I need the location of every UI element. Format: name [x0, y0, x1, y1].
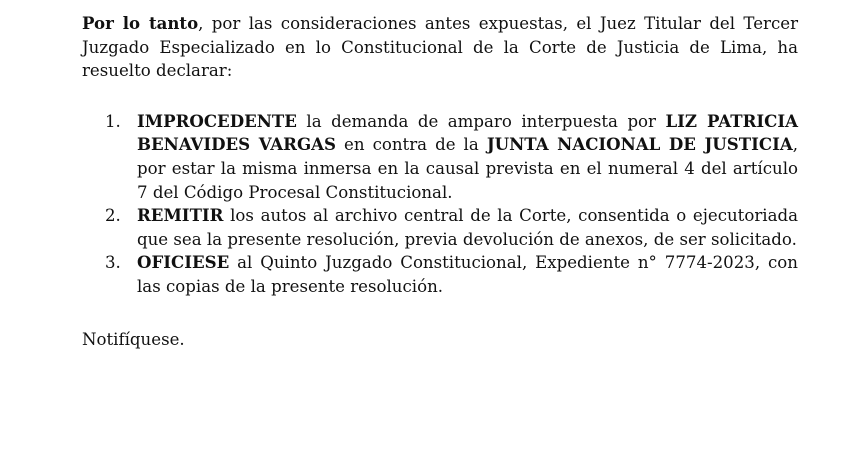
- item-text: , por estar la misma inmersa en la causal prevista en el numeral 4 del artículo 7 del Código Procesal Constitucional.: [137, 135, 798, 202]
- list-item: [82, 110, 798, 204]
- item-text: al Quinto Juzgado Constitucional, Expediente n° 7774-2023, con las copias de la presente resolución.: [137, 253, 798, 296]
- list-item: [82, 204, 798, 251]
- intro-text: , por las consideraciones antes expuestas, el Juez Titular del Tercer Juzgado Especializado en lo Constitucional de la Corte de Justicia de Lima, ha resuelto declarar:: [82, 14, 799, 81]
- list-item: [82, 251, 798, 298]
- item-number: 2.: [105, 206, 121, 226]
- item-keyword: OFICIESE: [137, 252, 230, 273]
- closing-text: Notifíquese.: [82, 329, 185, 349]
- plaintiff-name: LIZ PATRICIA BENAVIDES VARGAS: [137, 110, 798, 155]
- item-text: en contra de la: [336, 135, 487, 155]
- resolution-list: [82, 110, 798, 299]
- intro-paragraph: [82, 12, 798, 83]
- item-keyword: REMITIR: [137, 205, 224, 226]
- item-number: 3.: [105, 253, 121, 273]
- document-page: [82, 12, 798, 351]
- item-keyword: IMPROCEDENTE: [137, 110, 297, 131]
- intro-lead: Por lo tanto: [82, 13, 199, 33]
- defendant-name: JUNTA NACIONAL DE JUSTICIA: [486, 134, 793, 155]
- item-text: la demanda de amparo interpuesta por: [296, 111, 666, 131]
- item-text: los autos al archivo central de la Corte, consentida o ejecutoriada que sea la presente resolución, previa devolución de anexos, de ser solicitado.: [137, 206, 798, 249]
- item-number: 1.: [105, 111, 121, 131]
